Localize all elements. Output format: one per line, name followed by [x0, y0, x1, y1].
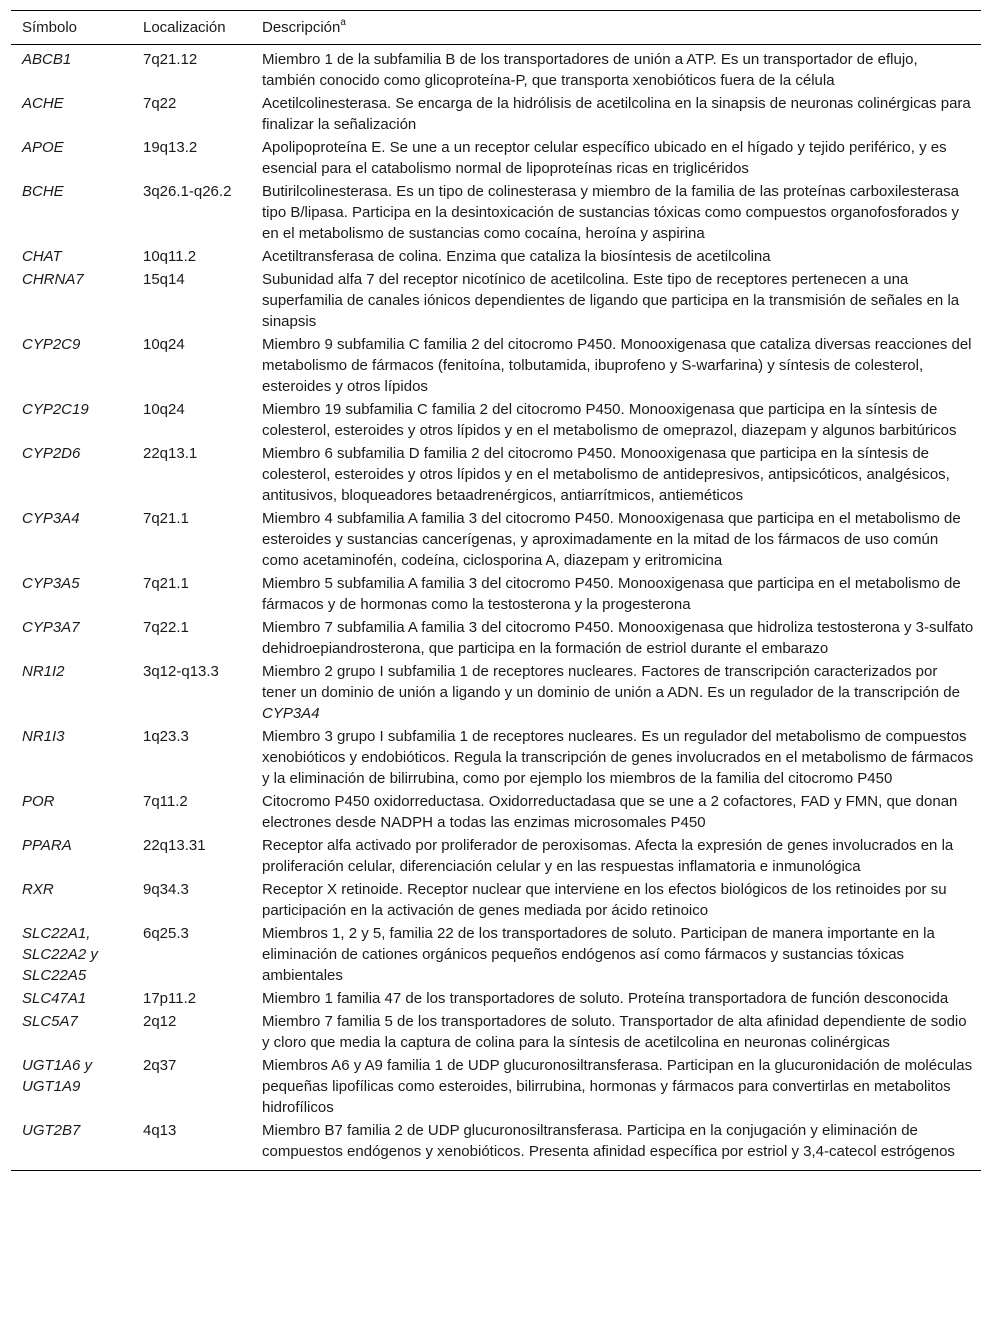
cell-symbol: CYP3A4: [22, 510, 80, 527]
cell-description: Miembro 1 de la subfamilia B de los transportadores de unión a ATP. Es un transportador de eflujo, también conocido como glicoproteína-P, que transporta xenobióticos fuera de la célula: [262, 51, 918, 89]
cell-description: Acetilcolinesterasa. Se encarga de la hidrólisis de acetilcolina en la sinapsis de neuronas colinérgicas para finalizar la señalización: [262, 95, 971, 133]
cell-description: Miembro 4 subfamilia A familia 3 del citocromo P450. Monooxigenasa que participa en el metabolismo de esteroides y sustancias cancerígenas, y aproximadamente en la mitad de los fármacos de uso común como acetaminofén, codeína, ciclosporina A, diazepam y eritromicina: [262, 510, 961, 569]
cell-description: Miembro 3 grupo I subfamilia 1 de receptores nucleares. Es un regulador del metabolismo de compuestos xenobióticos y endobióticos. Regula la transcripción de genes involucrados en el metabolismo de fármacos y la eliminación de bilirrubina, como por ejemplo los miembros de la familia del citocromo P450: [262, 728, 974, 787]
cell-symbol: ACHE: [22, 95, 64, 112]
gene-table-container: [11, 10, 981, 1171]
table-row: [11, 922, 981, 987]
cell-location: 19q13.2: [143, 139, 198, 156]
header-description: [251, 11, 981, 45]
table-row: [11, 878, 981, 922]
header-description-label: Descripción: [262, 19, 341, 36]
cell-location: 1q23.3: [143, 728, 189, 745]
cell-location: 7q11.2: [143, 793, 188, 810]
table-row: [11, 790, 981, 834]
header-location: Localización: [143, 19, 226, 36]
cell-description: Miembros A6 y A9 familia 1 de UDP glucuronosiltransferasa. Participan en la glucuronidación de moléculas pequeñas lipofílicas como esteroides, bilirrubina, hormonas y fármacos para convertirlas en metabolitos hidrofílicos: [262, 1057, 973, 1116]
cell-description: Miembro 7 subfamilia A familia 3 del citocromo P450. Monooxigenasa que hidroliza testosterona y 3-sulfato dehidroepiandrosterona, que participa en la formación de estriol durante el embarazo: [262, 619, 974, 657]
cell-symbol: UGT2B7: [22, 1122, 81, 1139]
cell-symbol: NR1I3: [22, 728, 65, 745]
cell-description: Miembro 6 subfamilia D familia 2 del citocromo P450. Monooxigenasa que participa en la síntesis de colesterol, esteroides y otros lípidos y en el metabolismo de antidepresivos, antipsicóticos, analgésicos, antitusivos, bloqueadores betaadrenérgicos, antiarrítmicos, antieméticos: [262, 445, 950, 504]
table-row: [11, 834, 981, 878]
cell-description: Subunidad alfa 7 del receptor nicotínico de acetilcolina. Este tipo de receptores pertenecen a una superfamilia de canales iónicos dependientes de ligando que participa en la transmisión de señales en la sinapsis: [262, 271, 960, 330]
table-row: [11, 245, 981, 268]
cell-location: 22q13.1: [143, 445, 198, 462]
cell-location: 6q25.3: [143, 925, 189, 942]
cell-location: 2q37: [143, 1057, 177, 1074]
table-row: [11, 268, 981, 333]
table-row: [11, 180, 981, 245]
cell-symbol: APOE: [22, 139, 64, 156]
cell-description: Butirilcolinesterasa. Es un tipo de colinesterasa y miembro de la familia de las proteínas carboxilesterasa tipo B/lipasa. Participa en la desintoxicación de sustancias tóxicas como compuestos organofosforados y en el metabolismo de sustancias como cocaína, heroína y aspirina: [262, 183, 960, 242]
cell-location: 15q14: [143, 271, 185, 288]
table-row: [11, 398, 981, 442]
cell-description: Miembro 5 subfamilia A familia 3 del citocromo P450. Monooxigenasa que participa en el metabolismo de fármacos y de hormonas como la testosterona y la progesterona: [262, 575, 961, 613]
table-row: [11, 92, 981, 136]
table-row: [11, 45, 981, 93]
cell-symbol: CHRNA7: [22, 271, 84, 288]
table-header: [11, 11, 981, 45]
cell-description: Acetiltransferasa de colina. Enzima que cataliza la biosíntesis de acetilcolina: [262, 248, 771, 265]
cell-location: 17p11.2: [143, 990, 197, 1007]
cell-location: 7q21.12: [143, 51, 198, 68]
cell-description: Miembros 1, 2 y 5, familia 22 de los transportadores de soluto. Participan de manera importante en la eliminación de cationes orgánicos pequeños endógenos así como fármacos y sustancias tóxicas ambientales: [262, 925, 935, 984]
cell-location: 4q13: [143, 1122, 177, 1139]
cell-symbol: BCHE: [22, 183, 64, 200]
cell-symbol: CYP3A5: [22, 575, 80, 592]
cell-symbol: SLC22A1, SLC22A2 y SLC22A5: [22, 925, 98, 984]
table-row: [11, 987, 981, 1010]
cell-location: 7q22: [143, 95, 177, 112]
cell-symbol: POR: [22, 793, 55, 810]
cell-symbol: CYP2C19: [22, 401, 89, 418]
cell-description: [251, 660, 981, 725]
cell-symbol: CHAT: [22, 248, 62, 265]
table-body: [11, 45, 981, 1171]
table-row: [11, 725, 981, 790]
cell-symbol: CYP2C9: [22, 336, 81, 353]
cell-symbol: SLC47A1: [22, 990, 87, 1007]
table-row: [11, 1010, 981, 1054]
table-row: [11, 1119, 981, 1171]
cell-symbol: ABCB1: [22, 51, 72, 68]
cell-location: 22q13.31: [143, 837, 206, 854]
cell-description: Miembro 9 subfamilia C familia 2 del citocromo P450. Monooxigenasa que cataliza diversas reacciones del metabolismo de fármacos (fenitoína, tolbutamida, ibuprofeno y S-warfarina) y síntesis de colesterol, esteroides y otros lípidos: [262, 336, 972, 395]
header-symbol: Símbolo: [22, 19, 78, 36]
cell-description: Miembro B7 familia 2 de UDP glucuronosiltransferasa. Participa en la conjugación y eliminación de compuestos endógenos y xenobióticos. Presenta afinidad específica por estriol y 3,4-catecol estrógenos: [262, 1122, 955, 1160]
table-row: [11, 660, 981, 725]
cell-location: 9q34.3: [143, 881, 189, 898]
table-row: [11, 1054, 981, 1119]
cell-description: Apolipoproteína E. Se une a un receptor celular específico ubicado en el hígado y tejido periférico, y es esencial para el catabolismo normal de lipoproteínas ricas en triglicéridos: [262, 139, 947, 177]
cell-symbol: NR1I2: [22, 663, 65, 680]
cell-location: 10q11.2: [143, 248, 197, 265]
cell-location: 10q24: [143, 336, 185, 353]
cell-location: 7q21.1: [143, 575, 189, 592]
cell-description-text: Miembro 2 grupo I subfamilia 1 de receptores nucleares. Factores de transcripción caracterizados por tener un dominio de unión a ligando y un dominio de unión a ADN. Es un regulador de la transcripción de: [262, 663, 960, 701]
cell-description: Miembro 7 familia 5 de los transportadores de soluto. Transportador de alta afinidad dependiente de sodio y cloro que media la captura de colina para la síntesis de acetilcolina en neuronas colinérgicas: [262, 1013, 967, 1051]
cell-location: 7q22.1: [143, 619, 189, 636]
table-row: [11, 616, 981, 660]
cell-symbol: UGT1A6 y UGT1A9: [22, 1057, 93, 1095]
cell-symbol: CYP3A7: [22, 619, 80, 636]
cell-symbol: CYP2D6: [22, 445, 81, 462]
cell-location: 3q12-q13.3: [143, 663, 219, 680]
cell-location: 2q12: [143, 1013, 177, 1030]
cell-description: Receptor X retinoide. Receptor nuclear que interviene en los efectos biológicos de los retinoides por su participación en la activación de genes mediada por ácido retinoico: [262, 881, 947, 919]
table-row: [11, 507, 981, 572]
cell-location: 3q26.1-q26.2: [143, 183, 232, 200]
cell-symbol: RXR: [22, 881, 54, 898]
cell-symbol: SLC5A7: [22, 1013, 78, 1030]
table-row: [11, 572, 981, 616]
cell-description: Miembro 1 familia 47 de los transportadores de soluto. Proteína transportadora de función desconocida: [262, 990, 949, 1007]
cell-description: Miembro 19 subfamilia C familia 2 del citocromo P450. Monooxigenasa que participa en la síntesis de colesterol, esteroides y otros lípidos y en el metabolismo de omeprazol, diazepam y algunos barbitúricos: [262, 401, 957, 439]
cell-location: 10q24: [143, 401, 185, 418]
table-row: [11, 333, 981, 398]
cell-description: Receptor alfa activado por proliferador de peroxisomas. Afecta la expresión de genes involucrados en la proliferación celular, diferenciación celular y en las respuestas inflamatoria e inmunológica: [262, 837, 954, 875]
cell-description-gene: CYP3A4: [262, 705, 320, 722]
cell-symbol: PPARA: [22, 837, 72, 854]
cell-location: 7q21.1: [143, 510, 189, 527]
table-row: [11, 442, 981, 507]
footnote-marker: a: [340, 17, 346, 28]
cell-description: Citocromo P450 oxidorreductasa. Oxidorreductadasa que se une a 2 cofactores, FAD y FMN, que donan electrones desde NADPH a todas las enzimas microsomales P450: [262, 793, 958, 831]
table-row: [11, 136, 981, 180]
header-row: [11, 11, 981, 45]
gene-table: [11, 10, 981, 1171]
